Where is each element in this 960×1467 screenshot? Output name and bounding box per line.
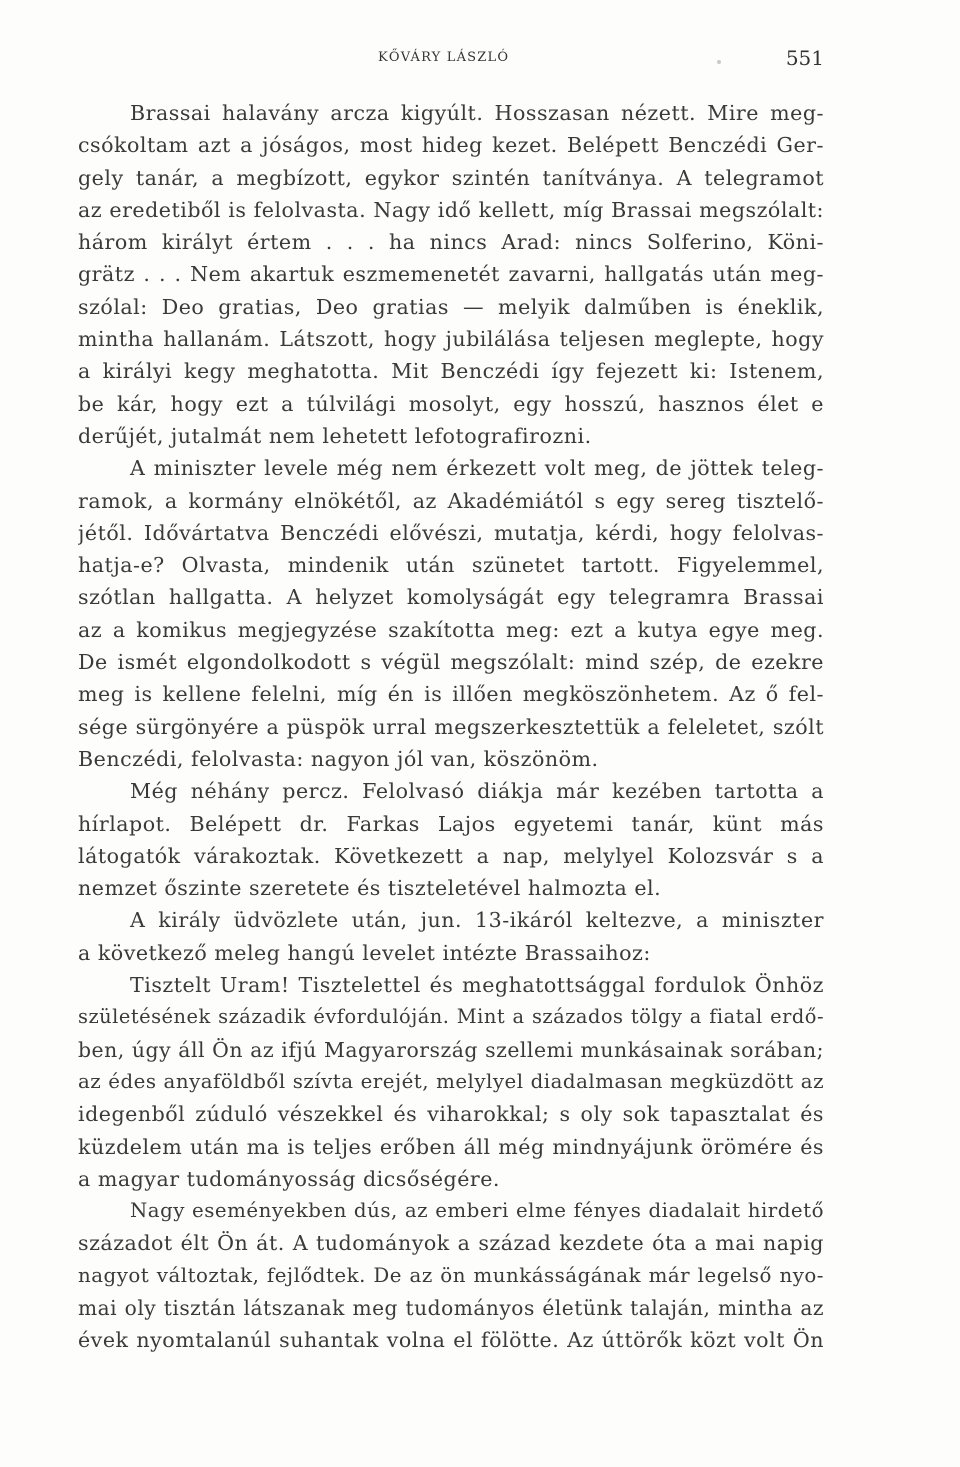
text-line: a következő meleg hangú levelet intézte Brassaihoz: xyxy=(78,940,651,965)
page-number: 551 xyxy=(785,46,824,70)
text-line: ramok, a kormány elnökétől, az Akadémiától s egy sereg tisztelő- xyxy=(78,488,824,513)
text-line: századot élt Ön át. A tudományok a század kezdete óta a mai napig xyxy=(78,1231,824,1256)
text-line: az eredetiből is felolvasta. Nagy idő kellett, míg Brassai megszólalt: xyxy=(78,197,824,222)
text-line: De ismét elgondolkodott s végül megszólalt: mind szép, de ezekre xyxy=(78,650,824,675)
text-line: küzdelem után ma is teljes erőben áll még mindnyájunk örömére és xyxy=(78,1134,824,1159)
text-line: Tisztelt Uram! Tisztelettel és meghatottsággal fordulok Önhöz xyxy=(130,973,824,998)
page-header xyxy=(78,46,824,76)
text-line: grätz . . . Nem akartuk eszmemenetét zavarni, hallgatás után meg- xyxy=(78,262,824,287)
text-line: nemzet őszinte szeretete és tiszteletével halmozta el. xyxy=(78,876,662,901)
text-line: hírlapot. Belépett dr. Farkas Lajos egyetemi tanár, künt más xyxy=(78,811,824,836)
text-line: hatja-e? Olvasta, mindenik után szünetet tartott. Figyelemmel, xyxy=(78,553,824,578)
text-line: derűjét, jutalmát nem lehetett lefotografirozni. xyxy=(78,423,592,448)
text-line: nagyot változtak, fejlődtek. De az ön munkásságának már legelső nyo- xyxy=(78,1263,824,1287)
text-line: Benczédi, felolvasta: nagyon jól van, köszönöm. xyxy=(78,746,599,771)
text-line: Brassai halavány arcza kigyúlt. Hosszasan nézett. Mire meg- xyxy=(130,101,824,125)
text-line: születésének századik évfordulóján. Mint a százados tölgy a fiatal erdő- xyxy=(78,1005,824,1029)
text-line: idegenből zúduló vészekkel és viharokkal; s oly sok tapasztalat és xyxy=(78,1102,824,1127)
text-line: három királyt értem . . . ha nincs Arad: nincs Solferino, Köni- xyxy=(78,230,824,255)
text-line: csókoltam azt a jóságos, most hideg kezet. Belépett Benczédi Ger- xyxy=(78,133,824,158)
text-line: jétől. Idővártatva Benczédi elővészi, mutatja, kérdi, hogy felolvas- xyxy=(78,520,824,545)
text-line: mai oly tisztán látszanak meg tudományos életünk talaján, mintha az xyxy=(78,1295,824,1320)
speck-mark xyxy=(717,60,721,64)
text-line: be kár, hogy ezt a túlvilági mosolyt, egy hosszú, hasznos élet e xyxy=(78,391,824,416)
text-line: szótlan hallgatta. A helyzet komolyságát egy telegramra Brassai xyxy=(78,585,824,610)
text-line: az édes anyaföldből szívta erejét, melylyel diadalmasan megküzdött az xyxy=(78,1069,824,1093)
text-line: A miniszter levele még nem érkezett volt meg, de jöttek teleg- xyxy=(130,456,824,481)
text-line: az a komikus megjegyzése szakította meg: ezt a kutya egye meg. xyxy=(78,617,824,642)
text-line: évek nyomtalanúl suhantak volna el fölötte. Az úttörők közt volt Ön xyxy=(78,1328,824,1353)
text-line: sége sürgönyére a püspök urral megszerkesztettük a feleletet, szólt xyxy=(78,714,824,739)
body-text xyxy=(78,97,824,1357)
text-line: Még néhány percz. Felolvasó diákja már kezében tartotta a xyxy=(130,779,824,804)
text-line: a magyar tudományosság dicsőségére. xyxy=(78,1166,500,1191)
text-line: A király üdvözlete után, jun. 13-ikáról keltezve, a miniszter xyxy=(130,908,824,933)
text-line: meg is kellene felelni, míg én is illően megköszönhetem. Az ő fel- xyxy=(78,682,824,707)
text-line: látogatók várakoztak. Következett a nap, melylyel Kolozsvár s a xyxy=(78,843,824,868)
text-line: ben, úgy áll Ön az ifjú Magyarország szellemi munkásainak sorában; xyxy=(78,1037,824,1062)
running-head: KŐVÁRY LÁSZLÓ xyxy=(378,50,510,65)
text-line: gely tanár, a megbízott, egykor szintén tanítványa. A telegramot xyxy=(78,165,824,190)
text-line: Nagy eseményekben dús, az emberi elme fényes diadalait hirdető xyxy=(130,1199,824,1223)
text-line: mintha hallanám. Látszott, hogy jubilálása teljesen meglepte, hogy xyxy=(78,327,824,352)
text-line: a királyi kegy meghatotta. Mit Benczédi így fejezett ki: Istenem, xyxy=(78,359,824,384)
text-line: szólal: Deo gratias, Deo gratias — melyik dalműben is éneklik, xyxy=(78,294,824,319)
